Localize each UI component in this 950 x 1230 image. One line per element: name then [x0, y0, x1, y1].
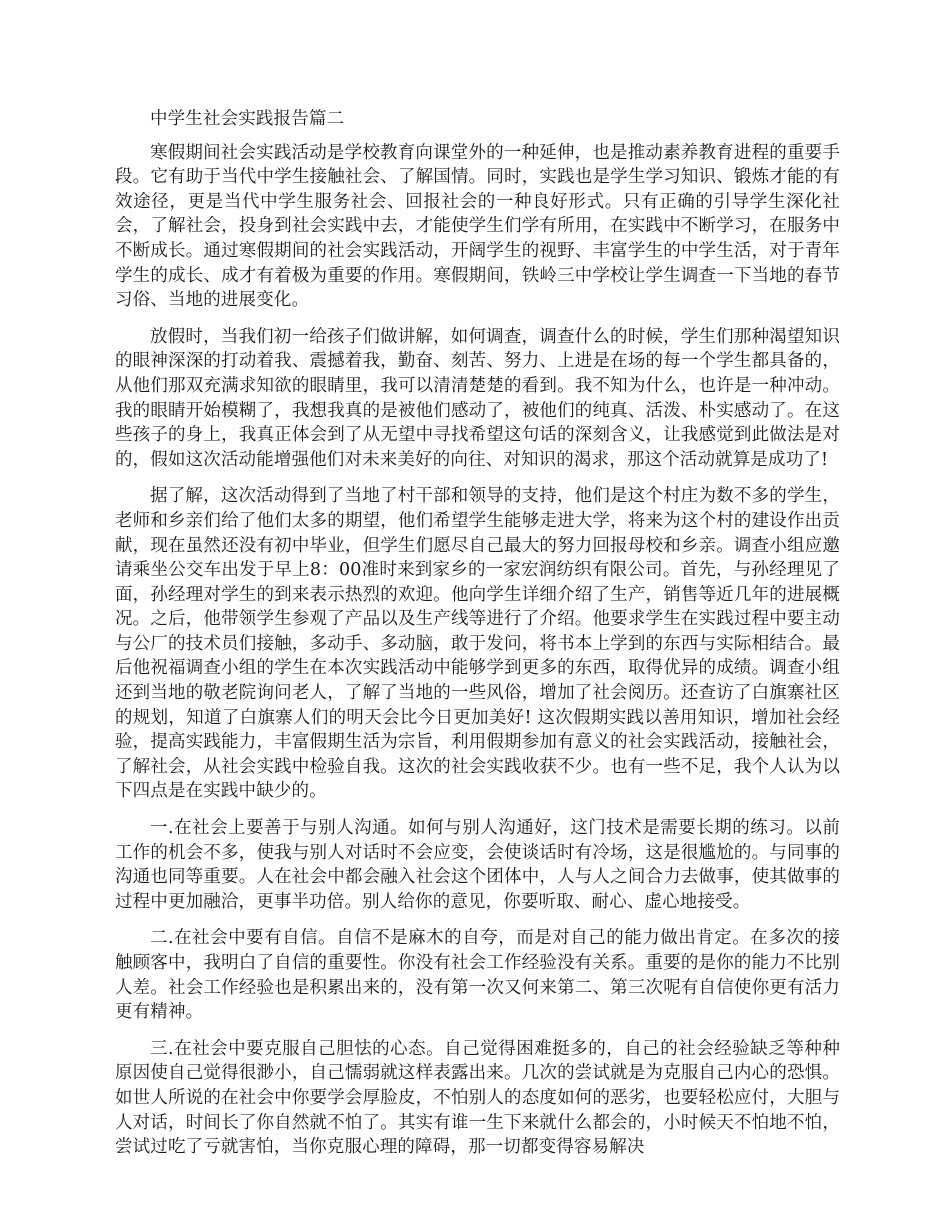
paragraph-activity: 据了解，这次活动得到了当地了村干部和领导的支持，他们是这个村庄为数不多的学生，老师和乡亲们给了他们太多的期望，他们希望学生能够走进大学，将来为这个村的建设作出贡献，现在虽然还没有初中毕业，但学生们愿尽自己最大的努力回报母校和乡亲。调查小组应邀请乘坐公交车出发于早上8：00准时来到家乡的一家宏润纺织有限公司。首先，与孙经理见了面，孙经理对学生的到来表示热烈的欢迎。他向学生详细介绍了生产，销售等近几年的进展概况。之后，他带领学生参观了产品以及生产线等进行了介绍。他要求学生在实践过程中要主动与公厂的技术员们接触，多动手、多动脑，敢于发问，将书本上学到的东西与实际相结合。最后他祝福调查小组的学生在本次实践活动中能够学到更多的东西，取得优异的成绩。调查小组还到当地的敬老院询问老人，了解了当地的一些风俗，增加了社会阅历。还查访了白旗寨社区的规划，知道了白旗寨人们的明天会比今日更加美好! 这次假期实践以善用知识，增加社会经验，提高实践能力，丰富假期生活为宗旨，利用假期参加有意义的社会实践活动，接触社会，了解社会，从社会实践中检验自我。这次的社会实践收获不少。也有一些不足，我个人认为以下四点是在实践中缺少的。: [115, 486, 840, 802]
paragraph-holiday: 放假时，当我们初一给孩子们做讲解，如何调查，调查什么的时候，学生们那种渴望知识的眼神深深的打动着我、震撼着我，勤奋、刻苦、努力、上进是在场的每一个学生都具备的，从他们那双充满求知欲的眼睛里，我可以清清楚楚的看到。我不知为什么，也许是一种冲动。我的眼睛开始模糊了，我想我真的是被他们感动了，被他们的纯真、活泼、朴实感动了。在这些孩子的身上，我真正体会到了从无望中寻找希望这句话的深刻含义，让我感觉到此做法是对的，假如这次活动能增强他们对未来美好的向往、对知识的渴求，那这个活动就算是成功了!: [115, 326, 840, 470]
document-title: 中学生社会实践报告篇二: [150, 109, 345, 129]
paragraph-point-two: 二.在社会中要有自信。自信不是麻木的自夸，而是对自己的能力做出肯定。在多次的接触顾客中，我明白了自信的重要性。你没有社会工作经验没有关系。重要的是你的能力不比别人差。社会工作经验也是积累出来的，没有第一次又何来第二、第三次呢有自信使你更有活力更有精神。: [115, 928, 840, 1023]
document-body: [115, 107, 840, 1172]
paragraph-point-one: 一.在社会上要善于与别人沟通。如何与别人沟通好，这门技术是需要长期的练习。以前工作的机会不多，使我与别人对话时不会应变，会使谈话时有冷场，这是很尴尬的。与同事的沟通也同等重要。人在社会中都会融入社会这个团体中，人与人之间合力去做事，使其做事的过程中更加融洽，更事半功倍。别人给你的意见，你要听取、耐心、虚心地接受。: [115, 818, 840, 912]
paragraph-point-three: 三.在社会中要克服自己胆怯的心态。自己觉得困难挺多的，自己的社会经验缺乏等种种原因使自己觉得很渺小，自己懦弱就这样表露出来。几次的尝试就是为克服自己内心的恐惧。如世人所说的在社会中你要学会厚脸皮，不怕别人的态度如何的恶劣，也要轻松应付，大胆与人对话，时间长了你自然就不怕了。其实有谁一生下来就什么都会的，小时候天不怕地不怕，尝试过吃了亏就害怕，当你克服心理的障碍，那一切都变得容易解决: [115, 1038, 840, 1158]
paragraph-intro: 寒假期间社会实践活动是学校教育向课堂外的一种延伸，也是推动素养教育进程的重要手段。它有助于当代中学生接触社会、了解国情。同时，实践也是学生学习知识、锻炼才能的有效途径，更是当代中学生服务社会、回报社会的一种良好形式。只有正确的引导学生深化社会，了解社会，投身到社会实践中去，才能使学生们学有所用，在实践中不断学习，在服务中不断成长。通过寒假期间的社会实践活动，开阔学生的视野、丰富学生的中学生活，对于青年学生的成长、成才有着极为重要的作用。寒假期间，铁岭三中学校让学生调查一下当地的春节习俗、当地的进展变化。: [115, 142, 840, 311]
